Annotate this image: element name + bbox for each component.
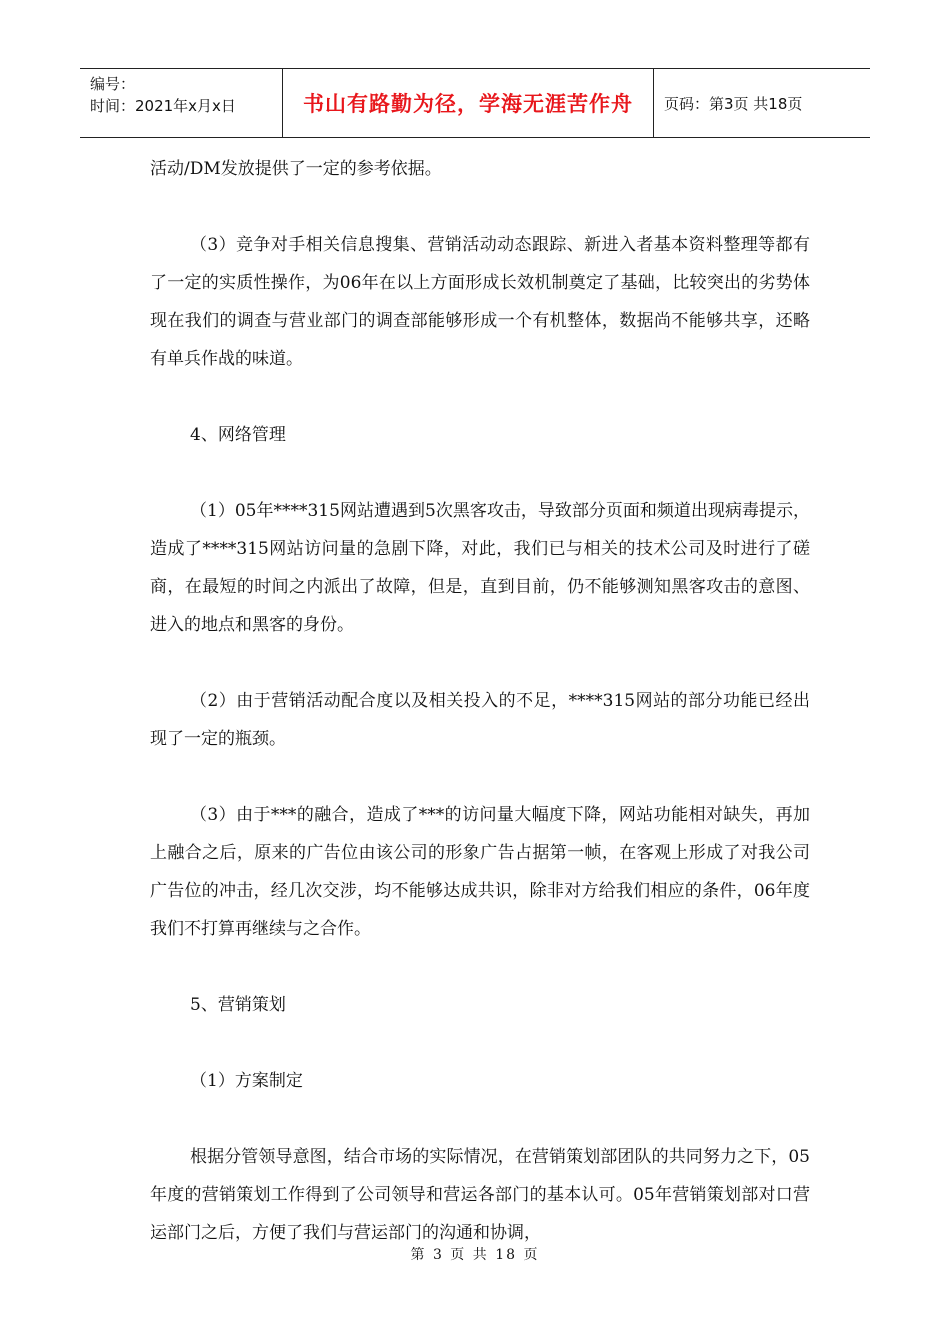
- paragraph-network-2: （2）由于营销活动配合度以及相关投入的不足，****315网站的部分功能已经出现了一定的瓶颈。: [150, 691, 810, 749]
- page-header: [80, 68, 870, 138]
- document-number-label: 编号：: [90, 75, 136, 93]
- paragraph-continuation: 活动/DM发放提供了一定的参考依据。: [150, 159, 442, 179]
- header-page-info: 页码：第3页 共18页: [664, 94, 803, 113]
- section-heading-marketing: 5、营销策划: [190, 995, 286, 1015]
- header-motto: 书山有路勤为径，学海无涯苦作舟: [282, 69, 654, 137]
- paragraph-competitor-info: （3）竞争对手相关信息搜集、营销活动动态跟踪、新进入者基本资料整理等都有了一定的实质性操作，为06年在以上方面形成长效机制奠定了基础，比较突出的劣势体现在我们的调查与营业部门的调查部能够形成一个有机整体，数据尚不能够共享，还略有单兵作战的味道。: [150, 235, 810, 369]
- paragraph-network-1: （1）05年****315网站遭遇到5次黑客攻击，导致部分页面和频道出现病毒提示，造成了****315网站访问量的急剧下降，对此，我们已与相关的技术公司及时进行了磋商，在最短的时间之内派出了故障，但是，直到目前，仍不能够测知黑客攻击的意图、进入的地点和黑客的身份。: [150, 501, 810, 635]
- paragraph-network-3: （3）由于***的融合，造成了***的访问量大幅度下降，网站功能相对缺失，再加上融合之后，原来的广告位由该公司的形象广告占据第一帧，在客观上形成了对我公司广告位的冲击，经几次交涉，均不能够达成共识，除非对方给我们相应的条件，06年度我们不打算再继续与之合作。: [150, 805, 810, 939]
- subsection-heading-plan: （1）方案制定: [190, 1071, 303, 1091]
- section-heading-network: 4、网络管理: [190, 425, 286, 445]
- paragraph-plan: 根据分管领导意图，结合市场的实际情况，在营销策划部团队的共同努力之下，05年度的营销策划工作得到了公司领导和营运各部门的基本认可。05年营销策划部对口营运部门之后，方便了我们与营运部门的沟通和协调，: [150, 1147, 810, 1243]
- document-body: [150, 150, 810, 1252]
- header-meta: [80, 69, 282, 137]
- page-footer: 第 3 页 共 18 页: [410, 1247, 540, 1263]
- document-date-label: 时间：2021年x月x日: [90, 97, 236, 115]
